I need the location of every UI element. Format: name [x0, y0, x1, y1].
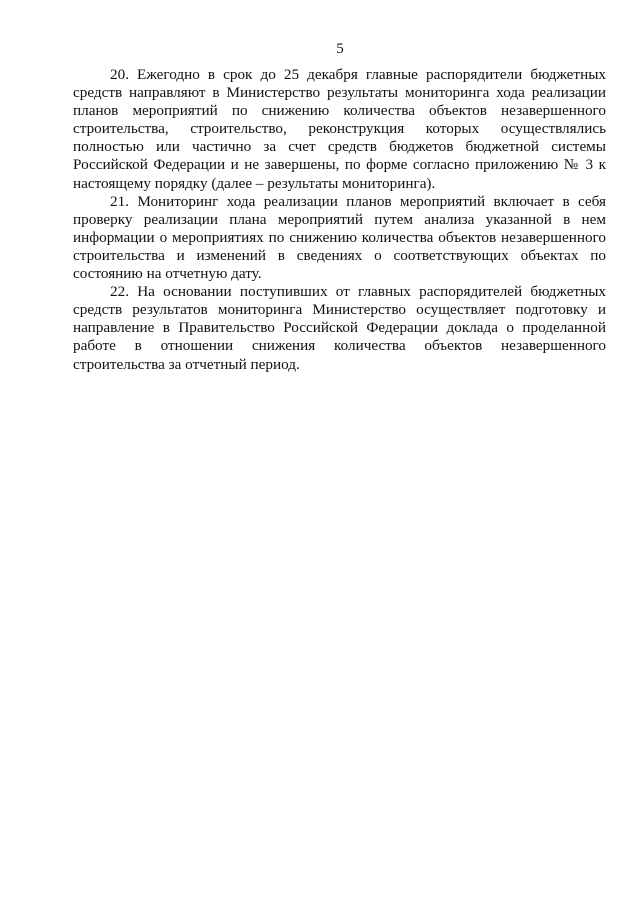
paragraph-22: 22. На основании поступивших от главных распорядителей бюджетных средств результатов мониторинга Министерство осуществляет подготовку и направление в Правительство Российской Федерации доклада о проделанной работе в отношении снижения количества объектов незавершенного строительства за отчетный период. — [73, 283, 606, 373]
paragraph-21: 21. Мониторинг хода реализации планов мероприятий включает в себя проверку реализации плана мероприятий путем анализа указанной в нем информации о мероприятиях по снижению количества объектов незавершенного строительства и изменений в сведениях о соответствующих объектах по состоянию на отчетную дату. — [73, 192, 606, 283]
paragraph-20: 20. Ежегодно в срок до 25 декабря главные распорядители бюджетных средств направляют в Министерство результаты мониторинга хода реализации планов мероприятий по снижению количества объектов незавершенного строительства, строительство, реконструкция которых осуществлялись полностью или частично за счет средств бюджетов бюджетной системы Российской Федерации и не завершены, по форме согласно приложению № 3 к настоящему порядку (далее – результаты мониторинга). — [73, 66, 606, 192]
document-body — [73, 66, 606, 374]
page-number: 5 — [336, 41, 344, 57]
